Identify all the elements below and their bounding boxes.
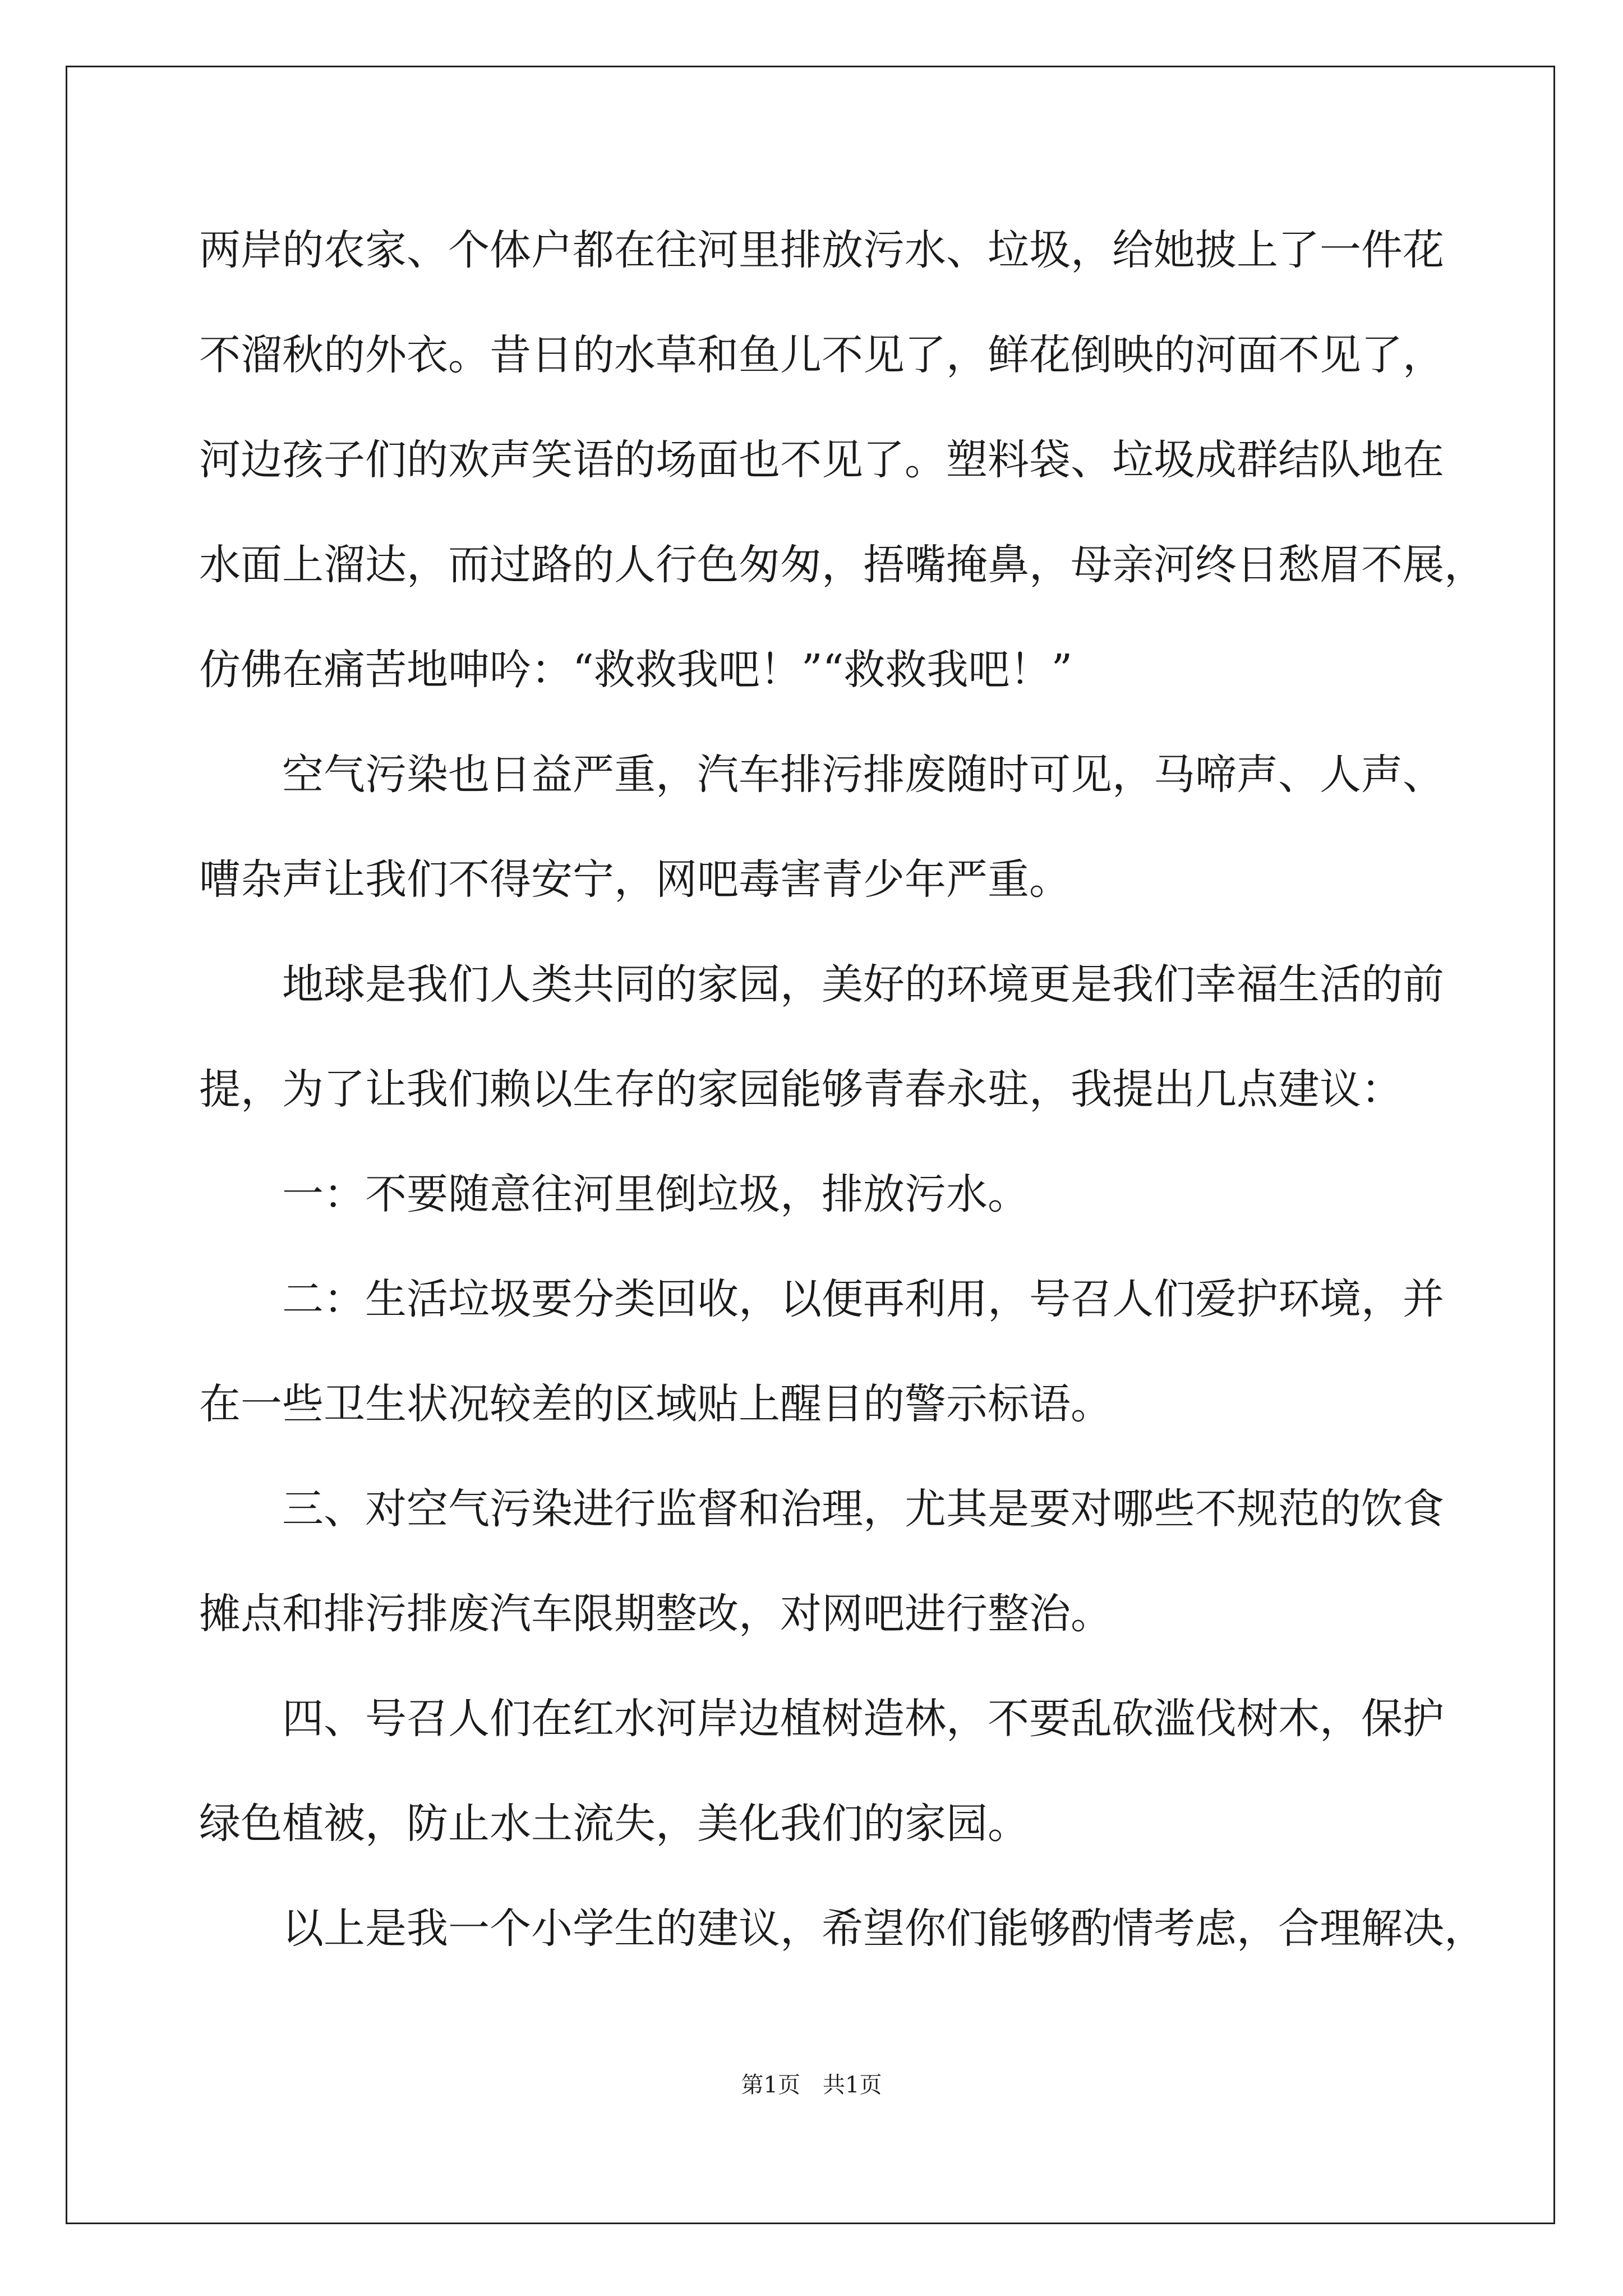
text-line: 仿佛在痛苦地呻吟：“救救我吧！”“救救我吧！” [199, 646, 1073, 694]
paragraph-first-line: 一：不要随意往河里倒垃圾，排放污水。 [282, 1170, 1029, 1218]
paragraph-first-line: 空气污染也日益严重，汽车排污排废随时可见，马啼声、人声、 [282, 751, 1444, 799]
text-line: 河边孩子们的欢声笑语的场面也不见了。塑料袋、垃圾成群结队地在 [199, 436, 1444, 484]
paragraph-first-line: 二：生活垃圾要分类回收，以便再利用，号召人们爱护环境，并 [282, 1275, 1444, 1323]
text-line: 嘈杂声让我们不得安宁，网吧毒害青少年严重。 [199, 855, 1071, 904]
paragraph-first-line: 地球是我们人类共同的家园，美好的环境更是我们幸福生活的前 [282, 960, 1444, 1009]
text-line: 不溜秋的外衣。昔日的水草和鱼儿不见了，鲜花倒映的河面不见了， [199, 331, 1444, 379]
paragraph-first-line: 三、对空气污染进行监督和治理，尤其是要对哪些不规范的饮食 [282, 1485, 1444, 1533]
text-line: 提，为了让我们赖以生存的家园能够青春永驻，我提出几点建议： [199, 1065, 1403, 1114]
text-line: 水面上溜达，而过路的人行色匆匆，捂嘴掩鼻，母亲河终日愁眉不展， [199, 541, 1486, 589]
paragraph-first-line: 以上是我一个小学生的建议，希望你们能够酌情考虑，合理解决， [282, 1904, 1486, 1953]
text-line: 绿色植被，防止水土流失，美化我们的家园。 [199, 1800, 1029, 1848]
text-line: 两岸的农家、个体户都在往河里排放污水、垃圾，给她披上了一件花 [199, 226, 1444, 274]
text-line: 在一些卫生状况较差的区域贴上醒目的警示标语。 [199, 1380, 1112, 1428]
paragraph-first-line: 四、号召人们在红水河岸边植树造林，不要乱砍滥伐树木，保护 [282, 1695, 1444, 1743]
text-line: 摊点和排污排废汽车限期整改，对网吧进行整治。 [199, 1590, 1112, 1638]
page-number-footer: 第1页 共1页 [741, 2072, 882, 2098]
